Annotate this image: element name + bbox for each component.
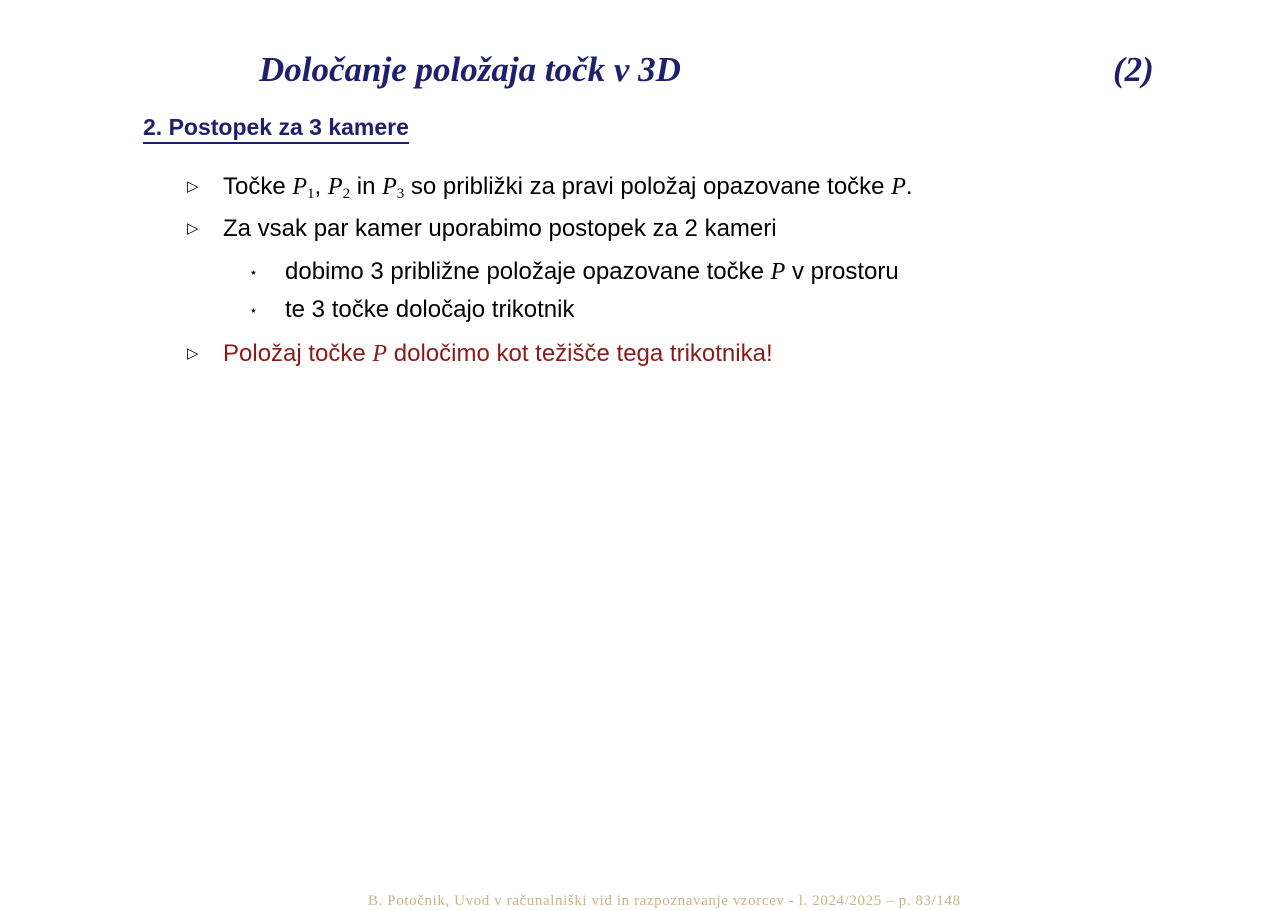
sub-bullet-item — [249, 257, 899, 287]
triangle-bullet-icon: ▷ — [187, 345, 199, 362]
sub-bullet-item — [249, 295, 575, 325]
section-heading: 2. Postopek za 3 kamere — [143, 113, 409, 144]
bullet-text: v prostoru — [785, 258, 899, 285]
bullet-text: določimo kot težišče tega trikotnika! — [387, 340, 773, 367]
bullet-text: Položaj točke — [223, 340, 373, 367]
math-variable: $P_1$ — [292, 174, 315, 202]
bullet-text: , — [314, 173, 328, 200]
slide-title: Določanje položaja točk v 3D — [259, 50, 681, 89]
math-subscript: 1 — [307, 186, 315, 202]
triangle-bullet-icon: ▷ — [187, 178, 199, 195]
bullet-text: Točke — [223, 173, 293, 200]
math-subscript: 3 — [396, 186, 405, 202]
math-variable: P — [770, 259, 786, 285]
star-bullet-icon: ⋆ — [249, 302, 258, 318]
bullet-text: so približki za pravi položaj opazovane točke — [404, 173, 892, 200]
slide-footer: B. Potočnik, Uvod v računalniški vid in razpoznavanje vzorcev - l. 2024/2025 – p. 83/148 — [368, 893, 961, 909]
math-variable: $P_3$ — [382, 174, 405, 202]
math-variable: $P_2$ — [327, 174, 351, 202]
math-variable: P — [372, 341, 388, 367]
bullet-item-conclusion — [187, 339, 773, 369]
slide-number: (2) — [1113, 50, 1154, 89]
bullet-item — [187, 172, 913, 209]
math-variable: P — [891, 174, 906, 200]
triangle-bullet-icon: ▷ — [187, 220, 199, 237]
star-bullet-icon: ⋆ — [249, 264, 258, 280]
bullet-text: Za vsak par kamer uporabimo postopek za 2 kameri — [223, 215, 777, 242]
bullet-text: te 3 točke določajo trikotnik — [285, 296, 575, 323]
math-subscript: 2 — [342, 186, 351, 202]
bullet-text: in — [350, 173, 383, 200]
bullet-item — [187, 214, 777, 244]
bullet-text: dobimo 3 približne položaje opazovane točke — [285, 258, 771, 285]
bullet-text: . — [905, 173, 913, 200]
